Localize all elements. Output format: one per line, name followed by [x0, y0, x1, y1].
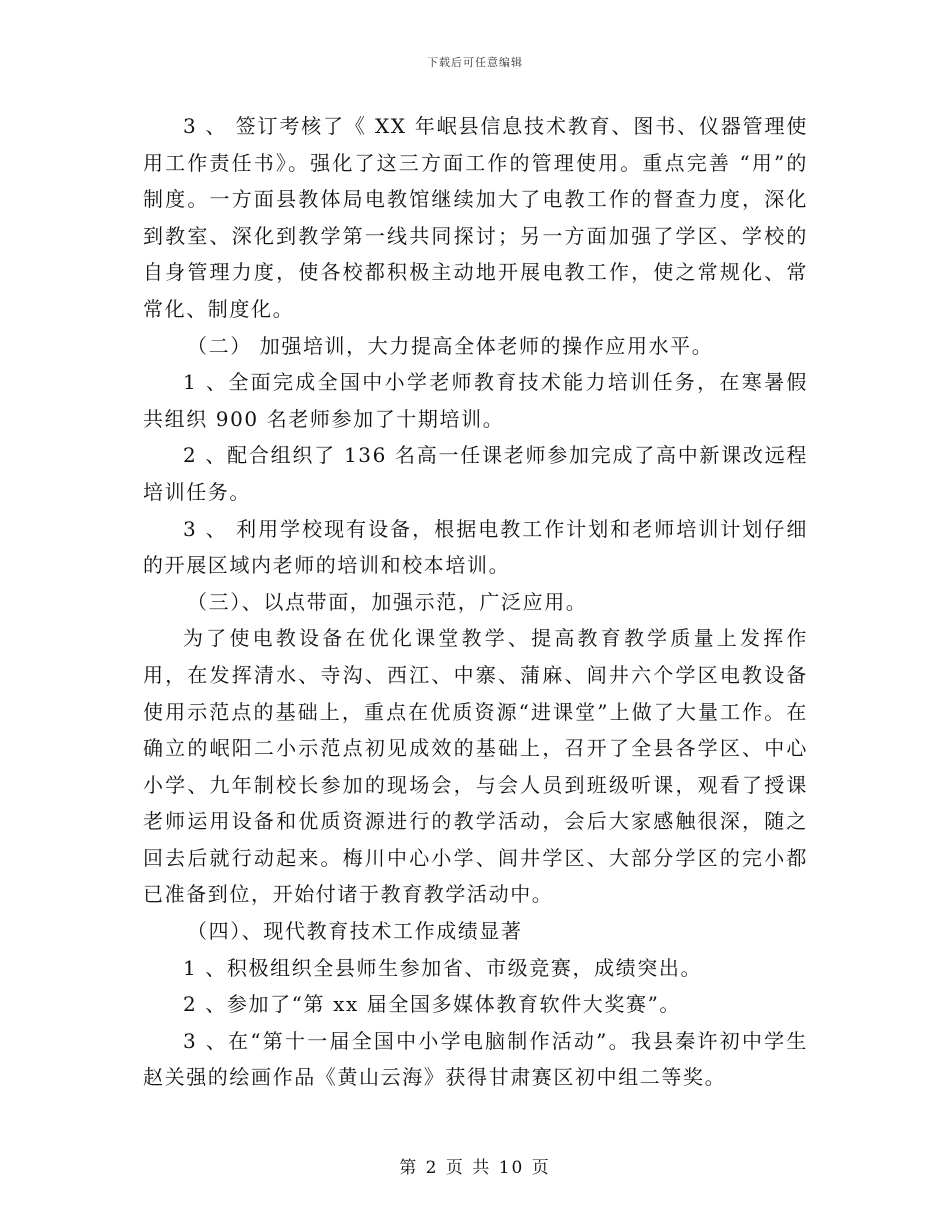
paragraph-training-1: 1 、全面完成全国中小学老师教育技术能力培训任务，在寒暑假共组织 900 名老师参加了十期培训。 [143, 370, 808, 431]
page-header: 下载后可任意编辑 [427, 56, 523, 69]
page-footer: 第 2 页 共 10 页 [399, 1158, 551, 1178]
section-heading-achievements: （四）、现代教育技术工作成绩显著 [187, 919, 523, 944]
paragraph-achievement-2: 2 、参加了“第 xx 届全国多媒体教育软件大奖赛”。 [183, 992, 682, 1017]
section-heading-training: （二） 加强培训，大力提高全体老师的操作应用水平。 [187, 333, 714, 358]
paragraph-achievement-3: 3 、在“第十一届全国中小学电脑制作活动”。我县秦许初中学生赵关强的绘画作品《黄山云海》获得甘肃赛区初中组二等奖。 [143, 1028, 808, 1090]
paragraph-training-3: 3 、 利用学校现有设备，根据电教工作计划和老师培训计划仔细的开展区域内老师的培训和校本培训。 [143, 516, 808, 578]
section-heading-demonstration: （三）、以点带面，加强示范，广泛应用。 [187, 589, 588, 614]
document-body [143, 108, 808, 1096]
paragraph-demonstration: 为了使电教设备在优化课堂教学、提高教育教学质量上发挥作用，在发挥清水、寺沟、西江、中寨、蒲麻、闾井六个学区电教设备使用示范点的基础上，重点在优质资源“进课堂”上做了大量工作。在确立的岷阳二小示范点初见成效的基础上，召开了全县各学区、中心小学、九年制校长参加的现场会，与会人员到班级听课，观看了授课老师运用设备和优质资源进行的教学活动，会后大家感触很深，随之回去后就行动起来。梅川中心小学、闾井学区、大部分学区的完小都已准备到位，开始付诸于教育教学活动中。 [143, 626, 808, 907]
paragraph-training-2: 2 、配合组织了 136 名高一任课老师参加完成了高中新课改远程培训任务。 [143, 443, 808, 504]
paragraph-achievement-1: 1 、积极组织全县师生参加省、市级竞赛，成绩突出。 [183, 955, 703, 980]
paragraph-agreement: 3 、 签订考核了《 XX 年岷县信息技术教育、图书、仪器管理使用工作责任书》。强化了这三方面工作的管理使用。重点完善 “用”的制度。一方面县教体局电教馆继续加大了电教工作的督查力度，深化到教室、深化到教学第一线共同探讨；另一方面加强了学区、学校的自身管理力度，使各校都积极主动地开展电教工作，使之常规化、常常化、制度化。 [143, 114, 808, 321]
